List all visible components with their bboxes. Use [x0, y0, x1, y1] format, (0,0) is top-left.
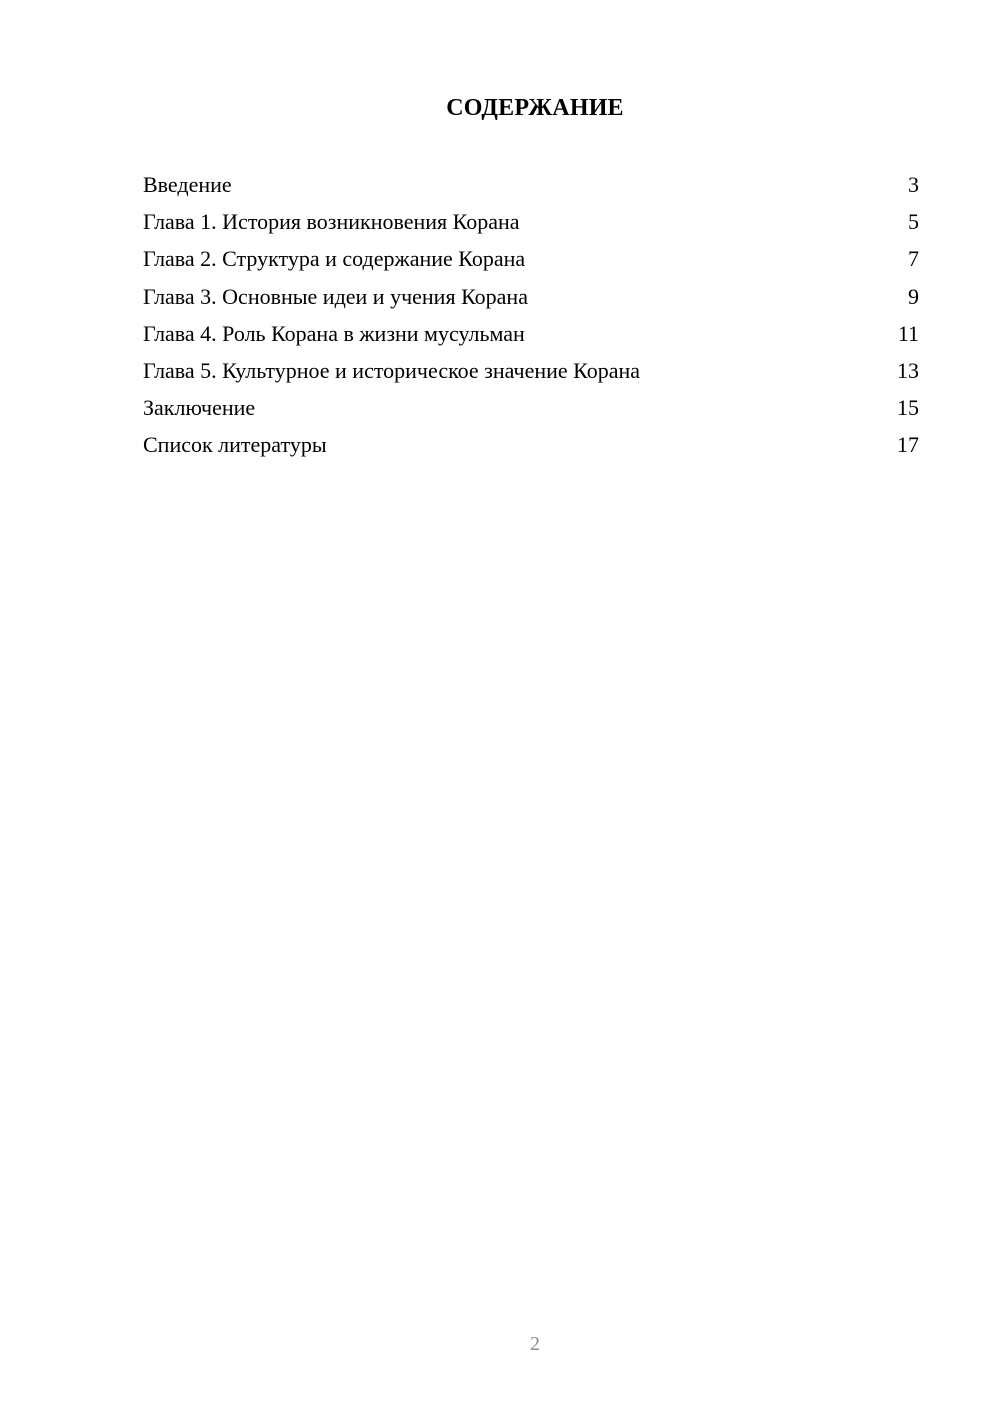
table-of-contents [143, 170, 919, 468]
toc-entry-label: Список литературы [143, 432, 327, 458]
toc-entry-label: Заключение [143, 395, 256, 421]
page-number: 2 [530, 1333, 540, 1355]
toc-entry-chapter-5 [143, 356, 919, 393]
toc-entry-page: 11 [897, 320, 919, 346]
toc-entry-page: 5 [908, 209, 919, 235]
toc-entry-conclusion [143, 393, 919, 430]
toc-entry-page: 15 [897, 395, 919, 421]
toc-entry-label: Глава 2. Структура и содержание Корана [143, 246, 526, 272]
toc-title: СОДЕРЖАНИЕ [446, 95, 624, 121]
toc-entry-introduction [143, 170, 919, 207]
toc-entry-label: Глава 4. Роль Корана в жизни мусульман [143, 320, 525, 346]
toc-entry-chapter-2 [143, 244, 919, 281]
toc-entry-chapter-3 [143, 282, 919, 319]
toc-entry-chapter-1 [143, 207, 919, 244]
toc-entry-page: 7 [908, 246, 919, 272]
toc-entry-page: 13 [897, 357, 919, 383]
toc-entry-page: 3 [908, 172, 919, 197]
toc-entry-chapter-4 [143, 319, 919, 356]
toc-entry-label: Глава 3. Основные идеи и учения Корана [143, 283, 528, 309]
toc-entry-label: Глава 5. Культурное и историческое значение Корана [143, 357, 641, 383]
toc-entry-page: 17 [897, 432, 919, 458]
toc-entry-bibliography [143, 430, 919, 467]
toc-entry-label: Глава 1. История возникновения Корана [143, 209, 520, 235]
toc-entry-page: 9 [908, 283, 919, 309]
toc-entry-label: Введение [143, 172, 232, 197]
